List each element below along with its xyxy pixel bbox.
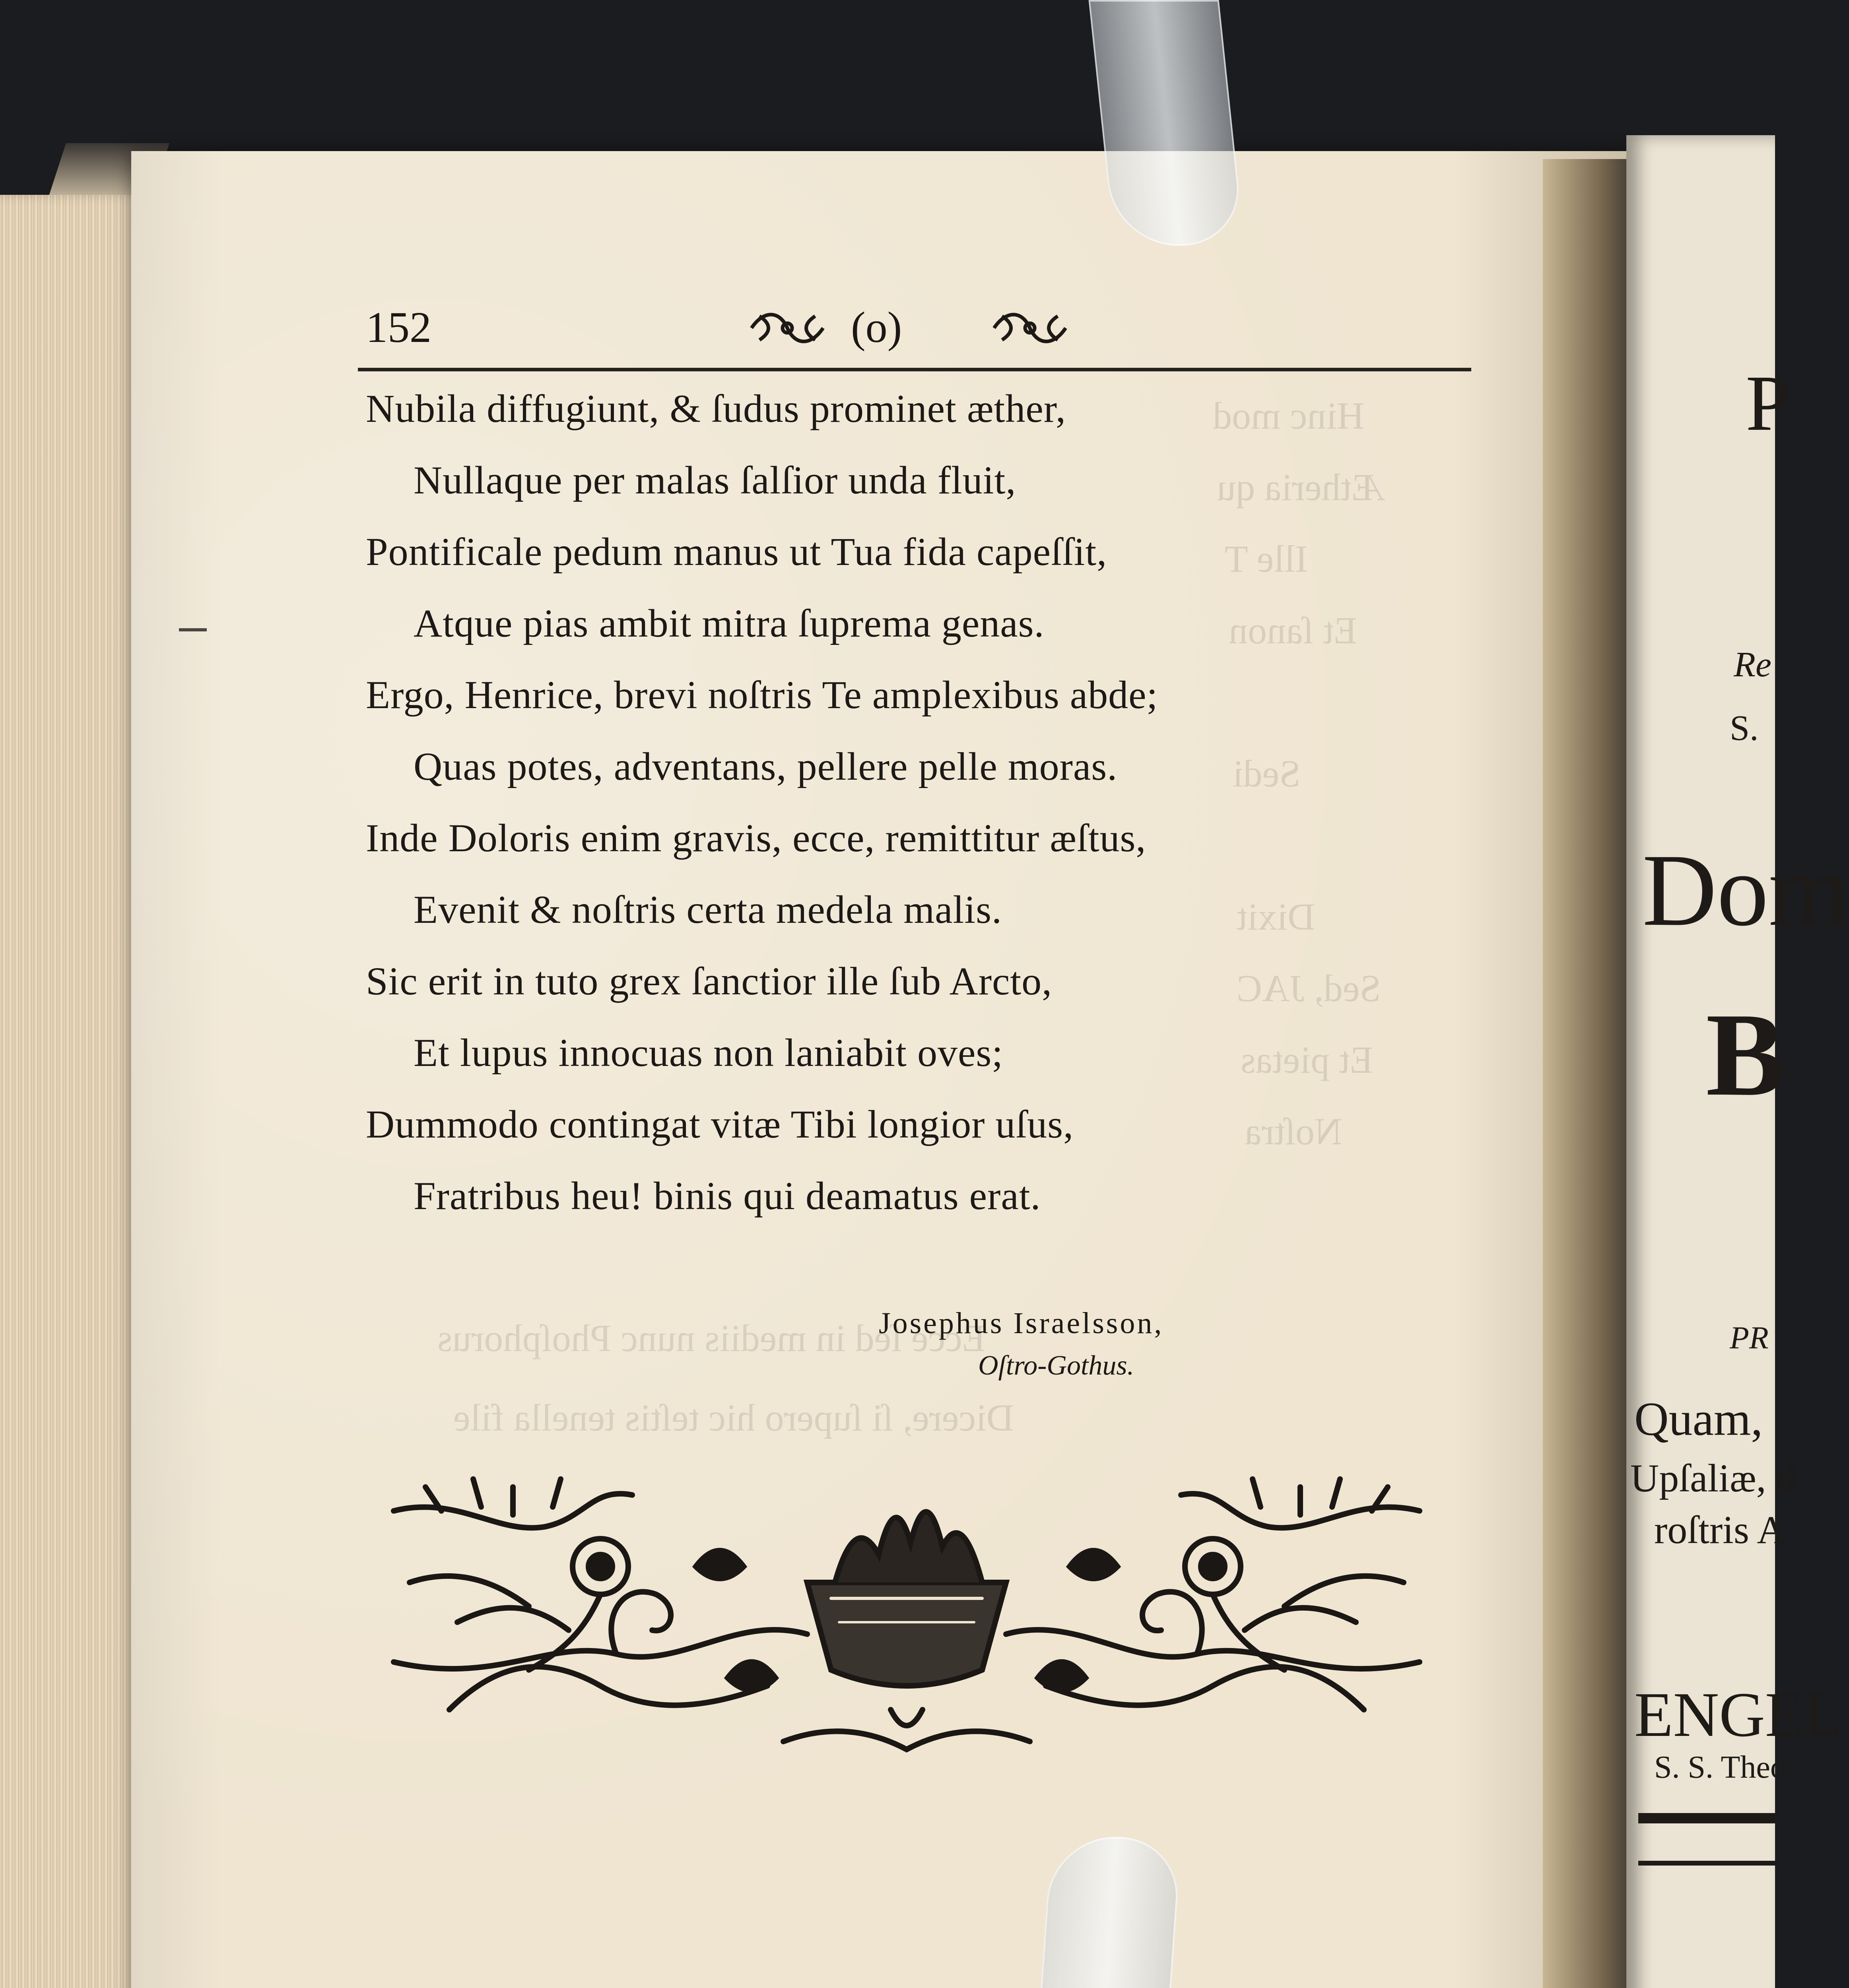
poem-line: Ergo, Henrice, brevi noſtris Te amplexibus abde; [366, 673, 1158, 717]
page-stack-edge [0, 195, 151, 1988]
show-through-text: Noſtra [1245, 1110, 1342, 1153]
floral-vignette-icon [378, 1463, 1435, 1773]
running-head: (o) [851, 303, 902, 351]
poem-line: Atque pias ambit mitra ſuprema genas. [414, 601, 1045, 645]
next-page-rule [1638, 1861, 1775, 1866]
next-page-text: Dom [1642, 833, 1849, 947]
show-through-text: Dixit [1237, 895, 1315, 938]
page-number: 152 [366, 303, 431, 351]
poem-line: Evenit & noſtris certa medela malis. [414, 887, 1002, 932]
poem-line: Nubila diffugiunt, & ſudus prominet æther, [366, 386, 1066, 431]
show-through-text: Sed, JAC [1237, 967, 1381, 1010]
poem-line: Pontificale pedum manus ut Tua fida capeſſit, [366, 530, 1107, 574]
header-rule [358, 368, 1471, 371]
show-through-text: Sedi [1233, 752, 1301, 795]
fleuron-right-icon [990, 306, 1070, 350]
next-page-text: P [1746, 359, 1790, 447]
next-page-text: ENGEL [1634, 1679, 1843, 1750]
poem-line: Et lupus innocuas non laniabit oves; [414, 1031, 1004, 1075]
show-through-text: Dicere, ſi ſupero hic teſtis tenella file [453, 1396, 1014, 1439]
margin-mark [179, 628, 207, 631]
show-through-text: Ille T [1225, 538, 1308, 580]
poem-line: Dummodo contingat vitæ Tibi longior uſus, [366, 1102, 1074, 1146]
next-page-text: B [1706, 988, 1786, 1120]
poem-line: Quas potes, adventans, pellere pelle moras. [414, 744, 1118, 788]
next-page-text: S. S. Theo [1654, 1750, 1786, 1785]
show-through-text: Ætheria qu [1217, 466, 1385, 509]
next-page-text: roſtris A [1654, 1508, 1786, 1552]
poem-line: Sic erit in tuto grex ſanctior ille ſub Arcto, [366, 959, 1053, 1003]
next-page-text: Re [1734, 645, 1771, 684]
next-page-text: S. [1730, 709, 1759, 748]
show-through-text: Et pietas [1241, 1039, 1373, 1081]
next-page [1626, 135, 1849, 1988]
next-page-text: Upſaliæ, d [1630, 1456, 1796, 1500]
next-page-text: PR [1730, 1320, 1769, 1355]
show-through-text: Hinc mod [1213, 394, 1365, 437]
poem-line: Inde Doloris enim gravis, ecce, remittitur æſtus, [366, 816, 1146, 860]
next-page-text: Quam, [1634, 1392, 1763, 1445]
show-through-text: Ecce ſed in mediis nunc Phoſphorus [437, 1317, 986, 1359]
next-page-rule [1638, 1813, 1775, 1823]
author-origin: Oſtro-Gothus. [978, 1350, 1134, 1381]
poem-line: Nullaque per malas ſalſior unda fluit, [414, 458, 1016, 502]
fleuron-left-icon [748, 306, 827, 350]
author-name: Josephus Israelsson, [879, 1307, 1164, 1340]
show-through-text: Et ſanon [1229, 609, 1357, 652]
poem-line: Fratribus heu! binis qui deamatus erat. [414, 1174, 1041, 1218]
